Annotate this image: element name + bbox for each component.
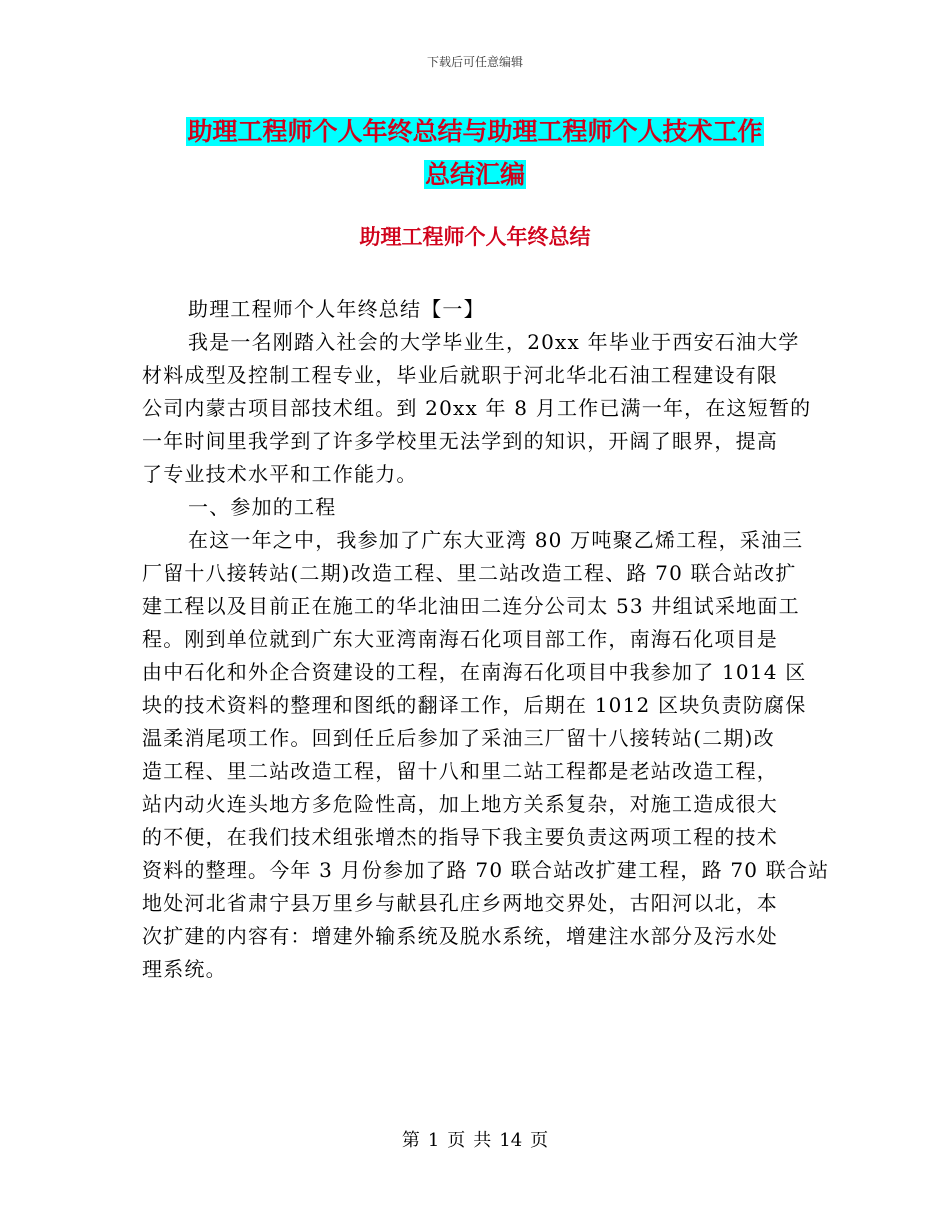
footer-total-label: 共	[473, 1130, 492, 1151]
text-line: 公司内蒙古项目部技术组。到 20xx 年 8 月工作已满一年，在这短暂的	[142, 396, 812, 420]
text-line: 资料的整理。今年 3 月份参加了路 70 联合站改扩建工程，路 70 联合站	[142, 858, 830, 882]
text-line: 块的技术资料的整理和图纸的翻译工作，后期在 1012 区块负责防腐保	[142, 693, 807, 717]
text-line: 站内动火连头地方多危险性高，加上地方关系复杂，对施工造成很大	[142, 792, 778, 816]
text-line: 程。刚到单位就到广东大亚湾南海石化项目部工作，南海石化项目是	[142, 627, 778, 651]
text-line: 在这一年之中，我参加了广东大亚湾 80 万吨聚乙烯工程，采油三	[188, 528, 804, 552]
section-title: 助理工程师个人年终总结	[359, 225, 591, 249]
text-line: 地处河北省肃宁县万里乡与献县孔庄乡两地交界处，古阳河以北，本	[142, 891, 778, 915]
body-text	[142, 293, 830, 986]
text-line: 建工程以及目前正在施工的华北油田二连分公司太 53 井组试采地面工	[142, 594, 800, 618]
header-note: 下载后可任意编辑	[426, 55, 523, 69]
text-line: 了专业技术水平和工作能力。	[142, 462, 418, 486]
title-line-1: 助理工程师个人年终总结与助理工程师个人技术工作	[187, 117, 763, 146]
text-line: 我是一名刚踏入社会的大学毕业生，20xx 年毕业于西安石油大学	[188, 330, 800, 354]
text-line: 温柔消尾项工作。回到任丘后参加了采油三厂留十八接转站(二期)改	[142, 726, 775, 750]
text-line: 材料成型及控制工程专业，毕业后就职于河北华北石油工程建设有限	[142, 363, 778, 387]
document-title	[0, 110, 950, 196]
text-line: 次扩建的内容有：增建外输系统及脱水系统，增建注水部分及污水处	[142, 924, 778, 948]
text-line: 由中石化和外企合资建设的工程，在南海石化项目中我参加了 1014 区	[142, 660, 807, 684]
text-line: 理系统。	[142, 957, 227, 981]
text-line: 造工程、里二站改造工程，留十八和里二站工程都是老站改造工程，	[142, 759, 778, 783]
text-line: 助理工程师个人年终总结【一】	[188, 297, 485, 321]
footer-page-word: 页	[447, 1130, 466, 1151]
text-line: 一年时间里我学到了许多学校里无法学到的知识，开阔了眼界，提高	[142, 429, 778, 453]
title-line-2: 总结汇编	[424, 160, 525, 189]
footer-suffix: 页	[530, 1130, 549, 1151]
footer-current-page: 1	[427, 1130, 440, 1151]
text-line: 一、参加的工程	[188, 495, 337, 519]
text-line: 厂留十八接转站(二期)改造工程、里二站改造工程、路 70 联合站改扩	[142, 561, 797, 585]
footer-total-pages: 14	[499, 1130, 523, 1151]
text-line: 的不便，在我们技术组张增杰的指导下我主要负责这两项工程的技术	[142, 825, 778, 849]
footer-prefix: 第	[401, 1130, 420, 1151]
page-footer	[0, 1126, 950, 1152]
